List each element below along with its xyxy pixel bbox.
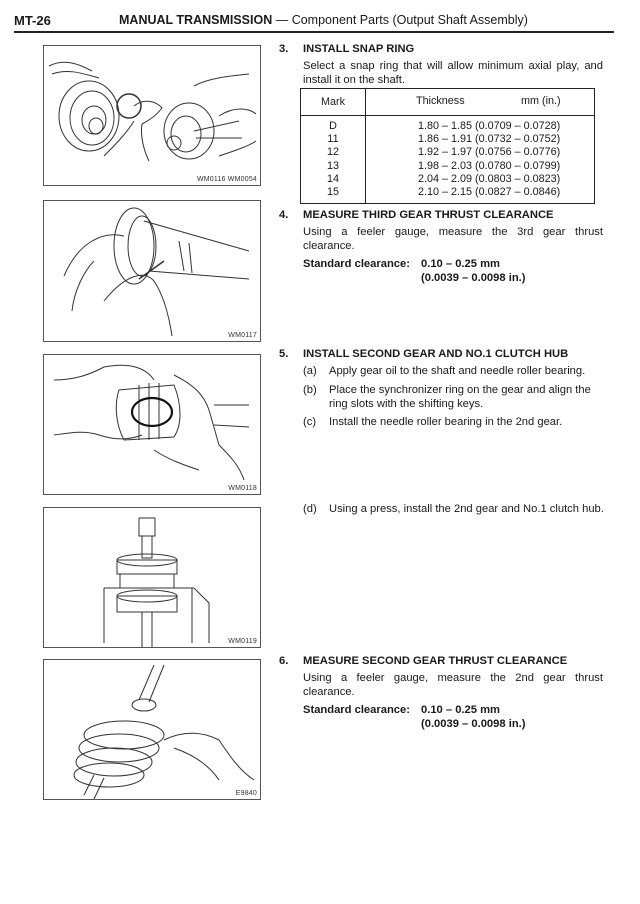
header-rule [14, 31, 614, 33]
synchronizer-ring-alignment-illustration-icon [44, 355, 260, 494]
column-header-thickness [366, 89, 595, 116]
figure-id: WM0119 [228, 638, 257, 645]
substep-text: Apply gear oil to the shaft and needle roller bearing. [329, 365, 586, 377]
thickness-label: Thickness [416, 95, 465, 107]
figure-id: WM0118 [228, 485, 257, 492]
press-install-second-gear-illustration-icon [44, 508, 260, 647]
figure-second-gear-clearance [43, 659, 261, 800]
step-install-second-gear [279, 347, 609, 527]
page-header [14, 13, 614, 33]
step-body: Using a feeler gauge, measure the 2nd gear thrust clearance. [303, 672, 603, 698]
spec-label: Standard clearance: [303, 704, 410, 716]
cell-mark: 13 [301, 160, 366, 173]
cell-mark: 11 [301, 133, 366, 146]
step-title: INSTALL SECOND GEAR AND NO.1 CLUTCH HUB [303, 348, 569, 360]
cell-thickness: 2.04 – 2.09 (0.0803 – 0.0823) [418, 172, 561, 185]
cell-thickness: 1.80 – 1.85 (0.0709 – 0.0728) [418, 120, 561, 132]
substep-letter: (d) [303, 503, 317, 515]
step-install-snap-ring [279, 42, 609, 86]
step-title: MEASURE THIRD GEAR THRUST CLEARANCE [303, 209, 554, 221]
substep-text: Using a press, install the 2nd gear and No.1 clutch hub. [329, 503, 604, 515]
step-body: Using a feeler gauge, measure the 3rd gear thrust clearance. [303, 226, 603, 252]
cell-thickness: 1.86 – 1.91 (0.0732 – 0.0752) [418, 133, 561, 146]
step-body: Select a snap ring that will allow minimum axial play, and install it on the shaft. [303, 60, 603, 86]
table-header-row [301, 89, 595, 116]
spec-value-in: (0.0039 – 0.0098 in.) [421, 718, 526, 730]
table-row [301, 186, 595, 204]
substep-text: Place the synchronizer ring on the gear and align the ring slots with the shifting keys. [329, 384, 591, 410]
substep-letter: (c) [303, 416, 317, 428]
cell-mark: 14 [301, 173, 366, 186]
cell-mark: D [301, 116, 366, 134]
table-row [301, 116, 595, 134]
figure-id: WM0116 WM0054 [196, 176, 257, 183]
step-measure-third-gear [279, 208, 609, 284]
step-number: 3. [279, 43, 289, 55]
cell-thickness: 1.98 – 2.03 (0.0780 – 0.0799) [418, 159, 561, 172]
spec-value-mm: 0.10 – 0.25 mm [421, 258, 500, 270]
page-title [119, 13, 528, 27]
spec-value-mm: 0.10 – 0.25 mm [421, 704, 500, 716]
snap-ring-table [300, 88, 595, 204]
column-header-mark: Mark [301, 89, 366, 116]
step-title: MEASURE SECOND GEAR THRUST CLEARANCE [303, 655, 568, 667]
step-title: INSTALL SNAP RING [303, 43, 415, 55]
figure-id: WM0117 [228, 332, 257, 339]
cell-mark: 15 [301, 186, 366, 204]
cell-mark: 12 [301, 146, 366, 159]
figure-press-install [43, 507, 261, 648]
page-code: MT-26 [14, 13, 51, 28]
cell-thickness: 1.92 – 1.97 (0.0756 – 0.0776) [418, 146, 561, 159]
figure-id: E9840 [235, 790, 257, 797]
section-name: MANUAL TRANSMISSION [119, 13, 273, 27]
step-measure-second-gear [279, 654, 609, 730]
section-subtitle: — Component Parts (Output Shaft Assembly) [275, 13, 528, 27]
table-row [301, 173, 595, 186]
substep-letter: (b) [303, 384, 317, 396]
substep-letter: (a) [303, 365, 317, 377]
thickness-unit: mm (in.) [521, 95, 561, 107]
feeler-gauge-third-gear-illustration-icon [44, 201, 260, 341]
step-number: 5. [279, 348, 289, 360]
table-row [301, 146, 595, 159]
table-row [301, 133, 595, 146]
step-number: 6. [279, 655, 289, 667]
spec-value-in: (0.0039 – 0.0098 in.) [421, 272, 526, 284]
figure-synchronizer-ring [43, 354, 261, 495]
cell-thickness: 2.10 – 2.15 (0.0827 – 0.0846) [418, 186, 561, 199]
substep-text: Install the needle roller bearing in the 2nd gear. [329, 416, 563, 428]
table-row [301, 160, 595, 173]
snap-ring-pliers-illustration-icon [44, 46, 260, 185]
step-number: 4. [279, 209, 289, 221]
feeler-gauge-second-gear-illustration-icon [44, 660, 260, 799]
figure-snap-ring [43, 45, 261, 186]
spec-label: Standard clearance: [303, 258, 410, 270]
figure-third-gear-clearance [43, 200, 261, 342]
